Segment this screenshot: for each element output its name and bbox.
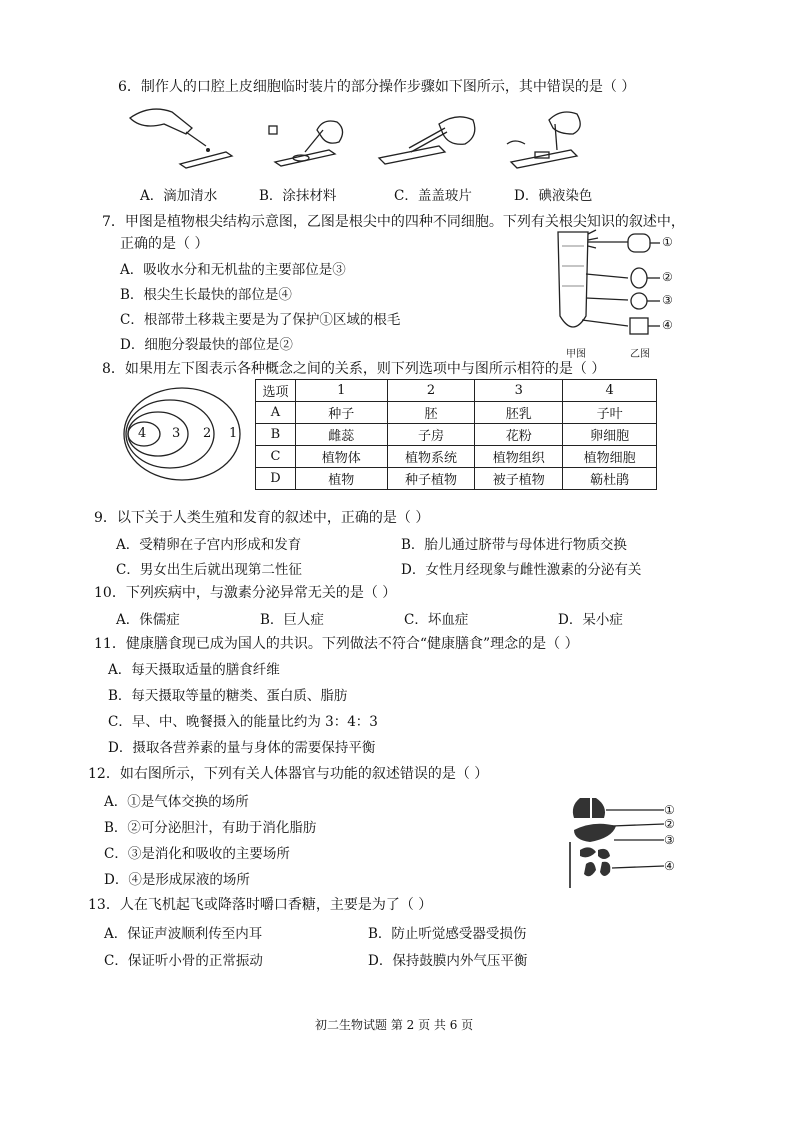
table-header-cell: 1 [295, 380, 387, 402]
q9-option-b: B．胎儿通过脐带与母体进行物质交换 [401, 537, 627, 553]
q7-fig-label-2: ② [662, 270, 673, 284]
q11-option-b: B．每天摄取等量的糖类、蛋白质、脂肪 [108, 688, 348, 704]
q10-option-a: A．侏儒症 [116, 612, 180, 628]
table-cell: 被子植物 [475, 468, 563, 490]
q7-caption-jia: 甲图 [566, 349, 586, 360]
q11-stem: 11．健康膳食现已成为国人的共识。下列做法不符合“健康膳食”理念的是（ ） [94, 636, 579, 652]
q11-option-d: D．摄取各营养素的量与身体的需要保持平衡 [108, 740, 376, 756]
q6-figure-d [507, 112, 580, 168]
q6-stem: 6．制作人的口腔上皮细胞临时装片的部分操作步骤如下图所示，其中错误的是（ ） [118, 79, 636, 95]
q6-option-b: B．涂抹材料 [259, 188, 337, 204]
q10-option-c: C．坏血症 [404, 612, 469, 628]
table-cell: 种子 [295, 402, 387, 424]
table-row [256, 402, 657, 424]
table-header-cell: 2 [387, 380, 475, 402]
table-cell: 胚 [387, 402, 475, 424]
q8-options-table [255, 379, 657, 490]
q13-option-d: D．保持鼓膜内外气压平衡 [368, 953, 528, 969]
table-row [256, 424, 657, 446]
q7-caption-yi: 乙图 [630, 349, 650, 360]
q8-circle-label-2: 2 [203, 426, 212, 441]
table-row [256, 446, 657, 468]
q10-option-d: D．呆小症 [558, 612, 623, 628]
table-cell: 卵细胞 [563, 424, 657, 446]
q7-stem-line2: 正确的是（ ） [120, 236, 209, 252]
table-header-cell: 选项 [256, 380, 296, 402]
table-cell: D [256, 468, 296, 490]
q9-stem: 9．以下关于人类生殖和发育的叙述中，正确的是（ ） [94, 510, 430, 526]
q12-option-c: C．③是消化和吸收的主要场所 [104, 846, 290, 862]
q8-circle-label-1: 1 [229, 426, 238, 441]
q8-circle-label-4: 4 [138, 426, 147, 441]
q12-option-d: D．④是形成尿液的场所 [104, 872, 250, 888]
q7-option-d: D．细胞分裂最快的部位是② [120, 337, 293, 353]
q6-option-a: A．滴加清水 [140, 188, 218, 204]
q13-option-b: B．防止听觉感受器受损伤 [368, 926, 527, 942]
table-cell: 植物组织 [475, 446, 563, 468]
q7-fig-label-1: ① [662, 235, 673, 249]
q6-figure-c [379, 117, 475, 164]
q13-option-c: C．保证听小骨的正常振动 [104, 953, 263, 969]
q8-stem: 8．如果用左下图表示各种概念之间的关系，则下列选项中与图所示相符的是（ ） [102, 361, 606, 377]
table-cell: 花粉 [475, 424, 563, 446]
q7-fig-label-3: ③ [662, 293, 673, 307]
q13-stem: 13．人在飞机起飞或降落时嚼口香糖，主要是为了（ ） [88, 897, 433, 913]
q6-option-c: C．盖盖玻片 [394, 188, 472, 204]
q6-figure-b [269, 121, 343, 166]
q10-option-b: B．巨人症 [260, 612, 324, 628]
q7-option-b: B．根尖生长最快的部位是④ [120, 287, 292, 303]
table-cell: C [256, 446, 296, 468]
q12-organs-figure [566, 790, 676, 890]
table-cell: 种子植物 [387, 468, 475, 490]
q9-option-c: C．男女出生后就出现第二性征 [116, 562, 302, 578]
q11-option-c: C．早、中、晚餐摄入的能量比约为 3：4：3 [108, 714, 378, 730]
q12-option-a: A．①是气体交换的场所 [104, 794, 249, 810]
q6-illustrations [120, 100, 760, 172]
table-cell: 植物 [295, 468, 387, 490]
q12-fig-label-4: ④ [664, 859, 675, 873]
table-cell: 簕杜鹃 [563, 468, 657, 490]
q7-root-tip-figure [552, 226, 702, 346]
table-cell: 植物细胞 [563, 446, 657, 468]
q10-stem: 10．下列疾病中，与激素分泌异常无关的是（ ） [94, 585, 397, 601]
table-header-cell: 3 [475, 380, 563, 402]
table-cell: B [256, 424, 296, 446]
q8-circle-label-3: 3 [172, 426, 181, 441]
q12-fig-label-3: ③ [664, 833, 675, 847]
page-footer: 初二生物试题 第 2 页 共 6 页 [315, 1018, 474, 1032]
q12-option-b: B．②可分泌胆汁，有助于消化脂肪 [104, 820, 317, 836]
q7-option-a: A．吸收水分和无机盐的主要部位是③ [120, 262, 346, 278]
q6-figure-a [130, 109, 232, 168]
table-header-row [256, 380, 657, 402]
q12-stem: 12．如右图所示，下列有关人体器官与功能的叙述错误的是（ ） [88, 766, 489, 782]
q12-fig-label-1: ① [664, 803, 675, 817]
table-header-cell: 4 [563, 380, 657, 402]
q12-fig-label-2: ② [664, 817, 675, 831]
q13-option-a: A．保证声波顺利传至内耳 [104, 926, 263, 942]
table-cell: 雌蕊 [295, 424, 387, 446]
q9-option-d: D．女性月经现象与雌性激素的分泌有关 [401, 562, 642, 578]
q7-fig-label-4: ④ [662, 318, 673, 332]
table-cell: 植物系统 [387, 446, 475, 468]
q7-option-c: C．根部带土移栽主要是为了保护①区域的根毛 [120, 312, 401, 328]
table-cell: 子叶 [563, 402, 657, 424]
q9-option-a: A．受精卵在子宫内形成和发育 [116, 537, 302, 553]
table-cell: 子房 [387, 424, 475, 446]
table-cell: 胚乳 [475, 402, 563, 424]
table-cell: 植物体 [295, 446, 387, 468]
q11-option-a: A．每天摄取适量的膳食纤维 [108, 662, 280, 678]
q7-stem-line1: 7．甲图是植物根尖结构示意图，乙图是根尖中的四种不同细胞。下列有关根尖知识的叙述中， [102, 214, 685, 230]
q6-option-d: D．碘液染色 [514, 188, 593, 204]
table-cell: A [256, 402, 296, 424]
table-row [256, 468, 657, 490]
